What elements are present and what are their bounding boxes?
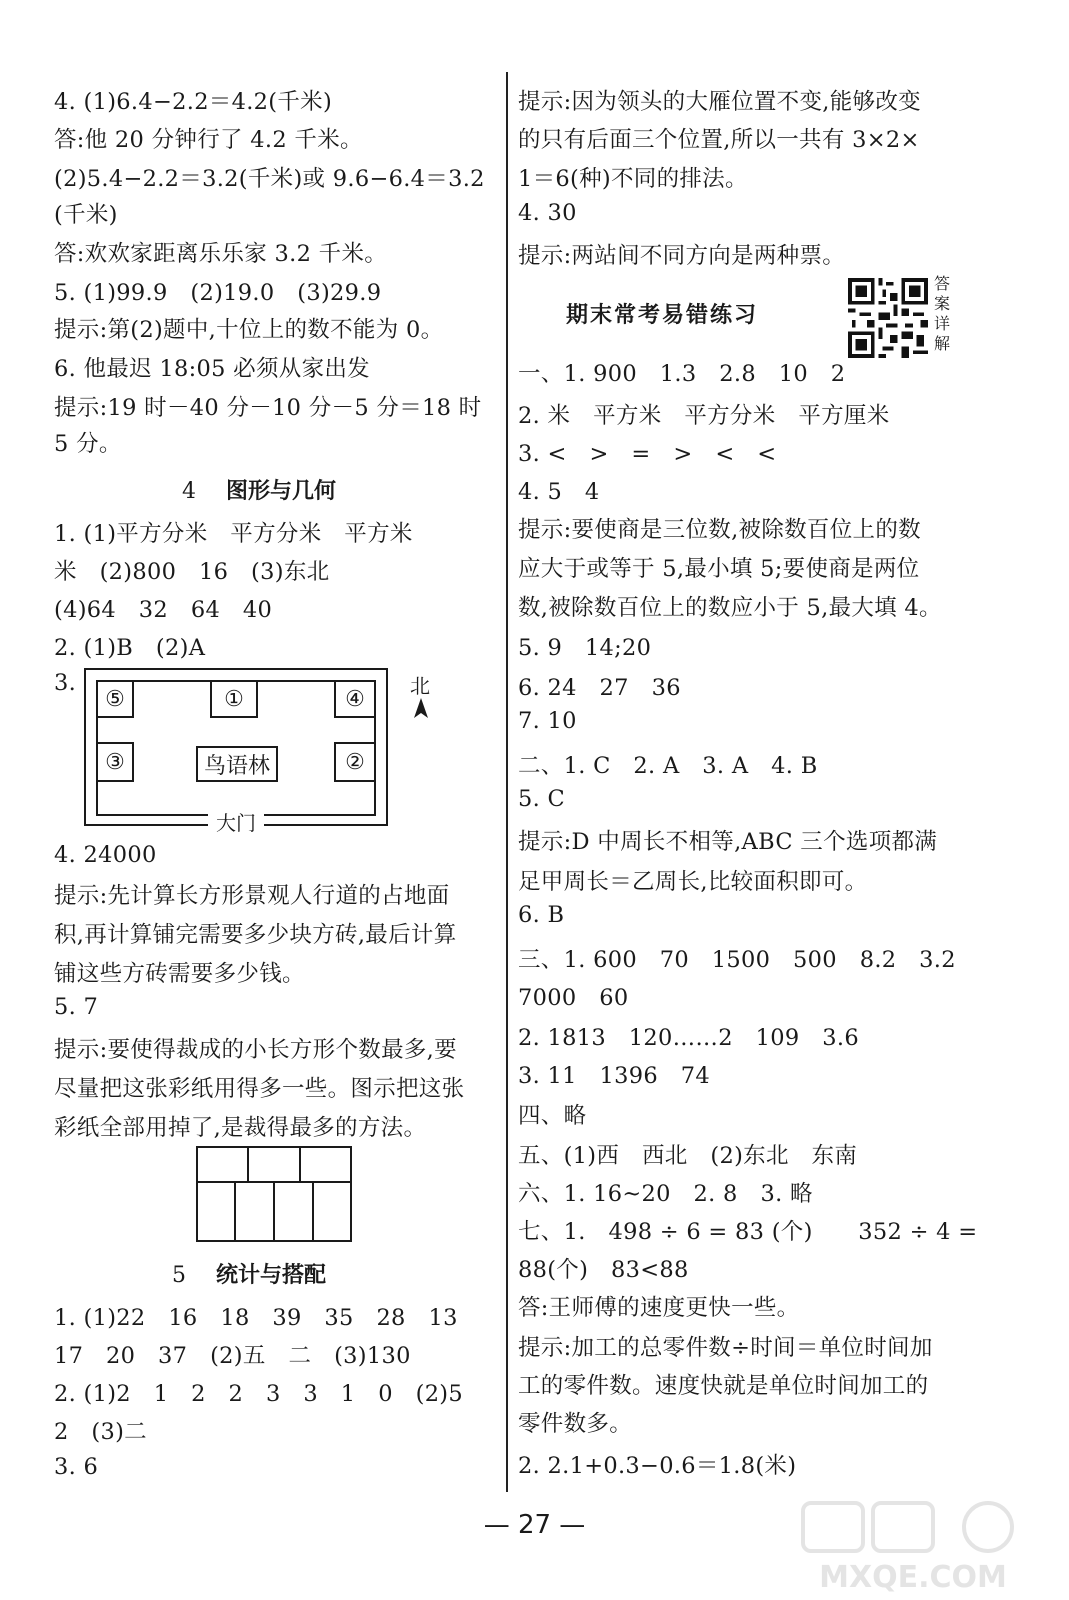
answer-line: (2)5.4−2.2＝3.2(千米)或 9.6−6.4＝3.2 — [54, 166, 485, 192]
answer-line: 二、1. C 2. A 3. A 4. B — [518, 753, 818, 779]
answer-line: (4)64 32 64 40 — [54, 597, 273, 623]
answer-line: 4. (1)6.4−2.2＝4.2(千米) — [54, 89, 333, 115]
hint-line: 彩纸全部用掉了,是裁得最多的方法。 — [54, 1115, 427, 1141]
answer-line: 2. 1813 120……2 109 3.6 — [518, 1025, 859, 1051]
park-map — [84, 668, 444, 835]
hint-line: 提示:因为领头的大雁位置不变,能够改变 — [518, 89, 921, 115]
answer-line: 88(个) 83<88 — [518, 1257, 689, 1283]
answer-line: 5. 7 — [54, 994, 99, 1020]
map-cell-1: ① — [210, 680, 258, 718]
answer-line: 三、1. 600 70 1500 500 8.2 3.2 — [518, 947, 956, 973]
answer-line: 七、1. 498 ÷ 6 = 83 (个) 352 ÷ 4 = — [518, 1219, 978, 1245]
answer-line: 4. 24000 — [54, 842, 157, 868]
map-cell-5: ⑤ — [96, 680, 134, 718]
answer-line: 答:欢欢家距离乐乐家 3.2 千米。 — [54, 241, 388, 267]
answer-line: 3. 6 — [54, 1454, 99, 1480]
hint-line: 积,再计算铺完需要多少块方砖,最后计算 — [54, 922, 457, 948]
north-label: 北 — [410, 674, 430, 698]
answer-line: 1. (1)平方分米 平方分米 平方米 — [54, 521, 413, 547]
answer-line: 米 (2)800 16 (3)东北 — [54, 559, 330, 585]
hint-line: 提示:加工的总零件数÷时间＝单位时间加 — [518, 1335, 933, 1361]
section-heading-5: 5 统计与搭配 — [172, 1263, 327, 1288]
hint-line: 提示:要使商是三位数,被除数百位上的数 — [518, 517, 921, 543]
answer-line: 4. 30 — [518, 200, 577, 226]
section-heading-final-review: 期末常考易错练习 — [566, 303, 759, 328]
hint-line: 足甲周长＝乙周长,比较面积即可。 — [518, 869, 868, 895]
answer-line: 5. (1)99.9 (2)19.0 (3)29.9 — [54, 280, 382, 306]
qr-code-icon — [848, 278, 928, 358]
answer-line: 6. B — [518, 902, 565, 928]
watermark-logo — [763, 1499, 1063, 1594]
column-divider — [506, 72, 508, 1492]
answer-line: 17 20 37 (2)五 二 (3)130 — [54, 1343, 411, 1369]
north-arrow-icon — [412, 698, 430, 720]
map-center-bird-forest: 鸟语林 — [196, 746, 278, 782]
answer-line: 2. 2.1+0.3−0.6＝1.8(米) — [518, 1453, 797, 1479]
answer-line: 答:他 20 分钟行了 4.2 千米。 — [54, 127, 363, 153]
answer-line: 2. (1)B (2)A — [54, 635, 206, 661]
hint-line: 铺这些方砖需要多少钱。 — [54, 961, 305, 987]
hint-line: 提示:D 中周长不相等,ABC 三个选项都满 — [518, 829, 938, 855]
watermark-text: MXQE.COM — [819, 1560, 1007, 1594]
answer-line: 一、1. 900 1.3 2.8 10 2 — [518, 361, 846, 387]
hint-line: 提示:要使得裁成的小长方形个数最多,要 — [54, 1037, 457, 1063]
answer-line: 7. 10 — [518, 708, 577, 734]
hint-line: 5 分。 — [54, 431, 122, 457]
answer-line: 答:王师傅的速度更快一些。 — [518, 1295, 800, 1321]
hint-line: 的只有后面三个位置,所以一共有 3×2× — [518, 127, 920, 153]
hint-line: 数,被除数百位上的数应小于 5,最大填 4。 — [518, 595, 942, 621]
answer-line: 2. 米 平方米 平方分米 平方厘米 — [518, 403, 890, 429]
map-cell-3: ③ — [96, 742, 134, 782]
qr-caption: 答 案 详 解 — [934, 274, 951, 353]
answer-line: 2 (3)二 — [54, 1419, 147, 1445]
answer-line: 5. 9 14;20 — [518, 635, 652, 661]
hint-line: 提示:第(2)题中,十位上的数不能为 0。 — [54, 317, 444, 343]
map-cell-4: ④ — [334, 680, 376, 718]
paper-cutting-diagram — [196, 1146, 352, 1242]
answer-line: 五、(1)西 西北 (2)东北 东南 — [518, 1143, 858, 1169]
map-gate: 大门 — [208, 810, 264, 832]
answer-line: 1. (1)22 16 18 39 35 28 13 — [54, 1305, 458, 1331]
hint-line: 提示:两站间不同方向是两种票。 — [518, 243, 846, 269]
answer-line: 6. 他最迟 18:05 必须从家出发 — [54, 356, 370, 382]
answer-line: 7000 60 — [518, 985, 629, 1011]
hint-line: 工的零件数。速度快就是单位时间加工的 — [518, 1373, 929, 1399]
answer-line: 3. < > = > < < — [518, 441, 777, 467]
answer-line: 2. (1)2 1 2 2 3 3 1 0 (2)5 — [54, 1381, 463, 1407]
answer-line: 3. — [54, 670, 77, 696]
answer-line: 3. 11 1396 74 — [518, 1063, 711, 1089]
hint-line: 尽量把这张彩纸用得多一些。图示把这张 — [54, 1076, 465, 1102]
hint-line: 应大于或等于 5,最小填 5;要使商是两位 — [518, 556, 920, 582]
answer-line: 六、1. 16~20 2. 8 3. 略 — [518, 1181, 813, 1207]
answer-line: 四、略 — [518, 1103, 587, 1129]
answer-line: 6. 24 27 36 — [518, 675, 681, 701]
hint-line: 1＝6(种)不同的排法。 — [518, 166, 748, 192]
answer-line: 5. C — [518, 786, 566, 812]
hint-line: 提示:19 时－40 分－10 分－5 分＝18 时 — [54, 395, 482, 421]
hint-line: 零件数多。 — [518, 1411, 633, 1437]
page-number: — 27 — — [483, 1510, 586, 1540]
hint-line: 提示:先计算长方形景观人行道的占地面 — [54, 883, 450, 909]
map-cell-2: ② — [334, 742, 376, 782]
answer-line: (千米) — [54, 202, 118, 228]
section-heading-4: 4 图形与几何 — [182, 479, 337, 504]
answer-line: 4. 5 4 — [518, 479, 600, 505]
